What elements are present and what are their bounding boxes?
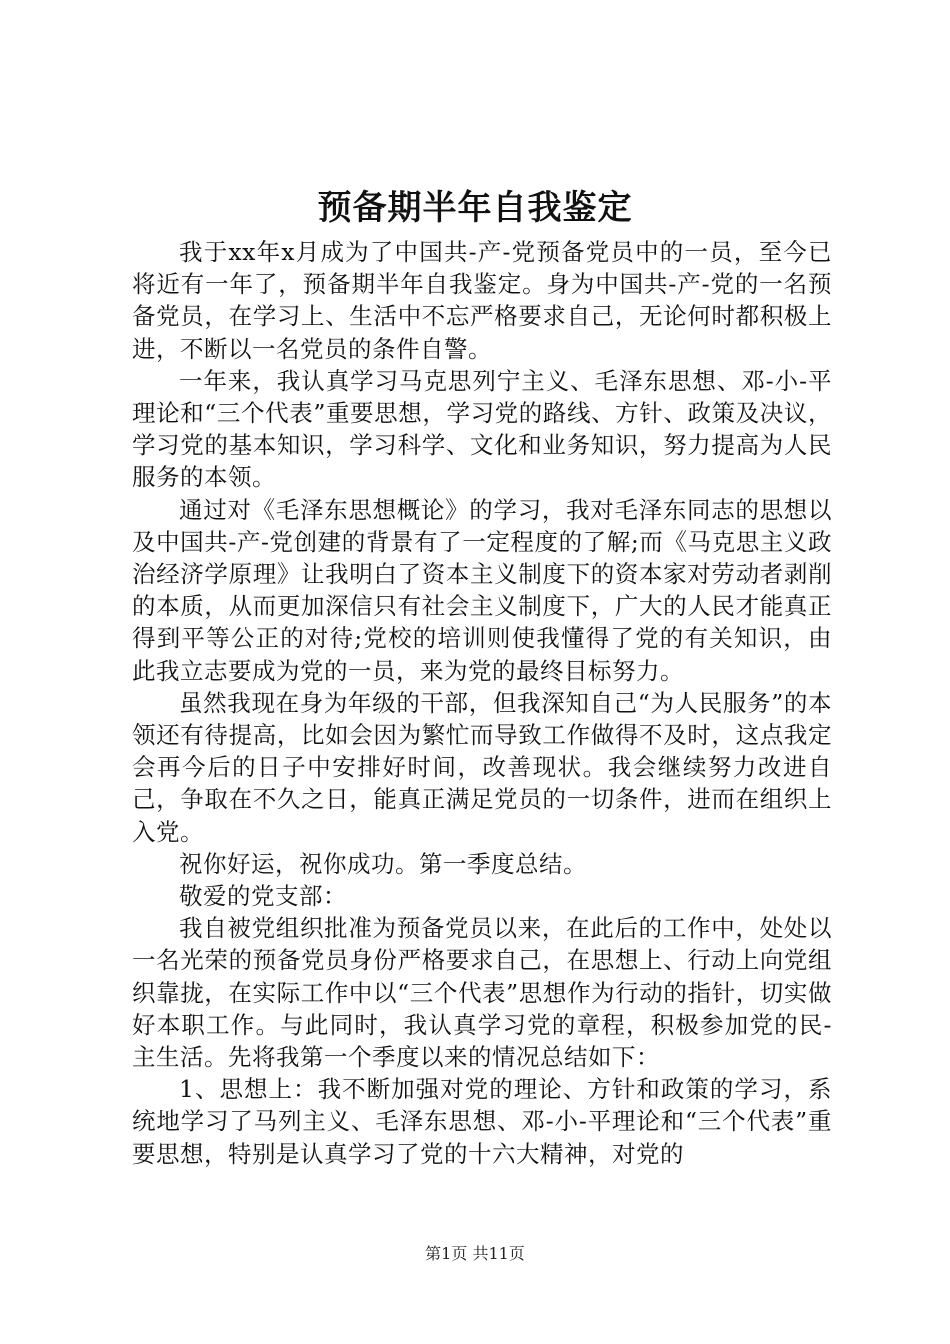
paragraph-8: 1、思想上：我不断加强对党的理论、方针和政策的学习，系统地学习了马列主义、毛泽东思想、邓-小-平理论和“三个代表”重要思想，特别是认真学习了党的十六大精神，对党的 xyxy=(132,1075,832,1168)
paragraph-5: 祝你好运，祝你成功。第一季度总结。 xyxy=(179,849,587,878)
paragraph-6: 敬爱的党支部： xyxy=(179,882,347,911)
paragraph-2: 一年来，我认真学习马克思列宁主义、毛泽东思想、邓-小-平理论和“三个代表”重要思想，学习党的路线、方针、政策及决议，学习党的基本知识，学习科学、文化和业务知识，努力提高为人民服务的本领。 xyxy=(132,366,832,492)
paragraph-3: 通过对《毛泽东思想概论》的学习，我对毛泽东同志的思想以及中国共-产-党创建的背景有了一定程度的了解;而《马克思主义政治经济学原理》让我明白了资本主义制度下的资本家对劳动者剥削的本质，从而更加深信只有社会主义制度下，广大的人民才能真正得到平等公正的对待;党校的培训则使我懂得了党的有关知识，由此我立志要成为党的一员，来为党的最终目标努力。 xyxy=(132,495,832,685)
document-title: 预备期半年自我鉴定 xyxy=(317,188,633,228)
document-body xyxy=(132,236,832,1170)
paragraph-4: 虽然我现在身为年级的干部，但我深知自己“为人民服务”的本领还有待提高，比如会因为繁忙而导致工作做得不及时，这点我定会再今后的日子中安排好时间，改善现状。我会继续努力改进自己，争取在不久之日，能真正满足党员的一切条件，进而在组织上入党。 xyxy=(132,688,832,846)
page-number-footer: 第1页 共11页 xyxy=(425,1244,525,1263)
paragraph-1: 我于xx年x月成为了中国共-产-党预备党员中的一员，至今已将近有一年了，预备期半年自我鉴定。身为中国共-产-党的一名预备党员，在学习上、生活中不忘严格要求自己，无论何时都积极上进，不断以一名党员的条件自警。 xyxy=(132,238,832,363)
paragraph-7: 我自被党组织批准为预备党员以来，在此后的工作中，处处以一名光荣的预备党员身份严格要求自己，在思想上、行动上向党组织靠拢，在实际工作中以“三个代表”思想作为行动的指针，切实做好本职工作。与此同时，我认真学习党的章程，积极参加党的民-主生活。先将我第一个季度以来的情况总结如下： xyxy=(132,914,832,1072)
